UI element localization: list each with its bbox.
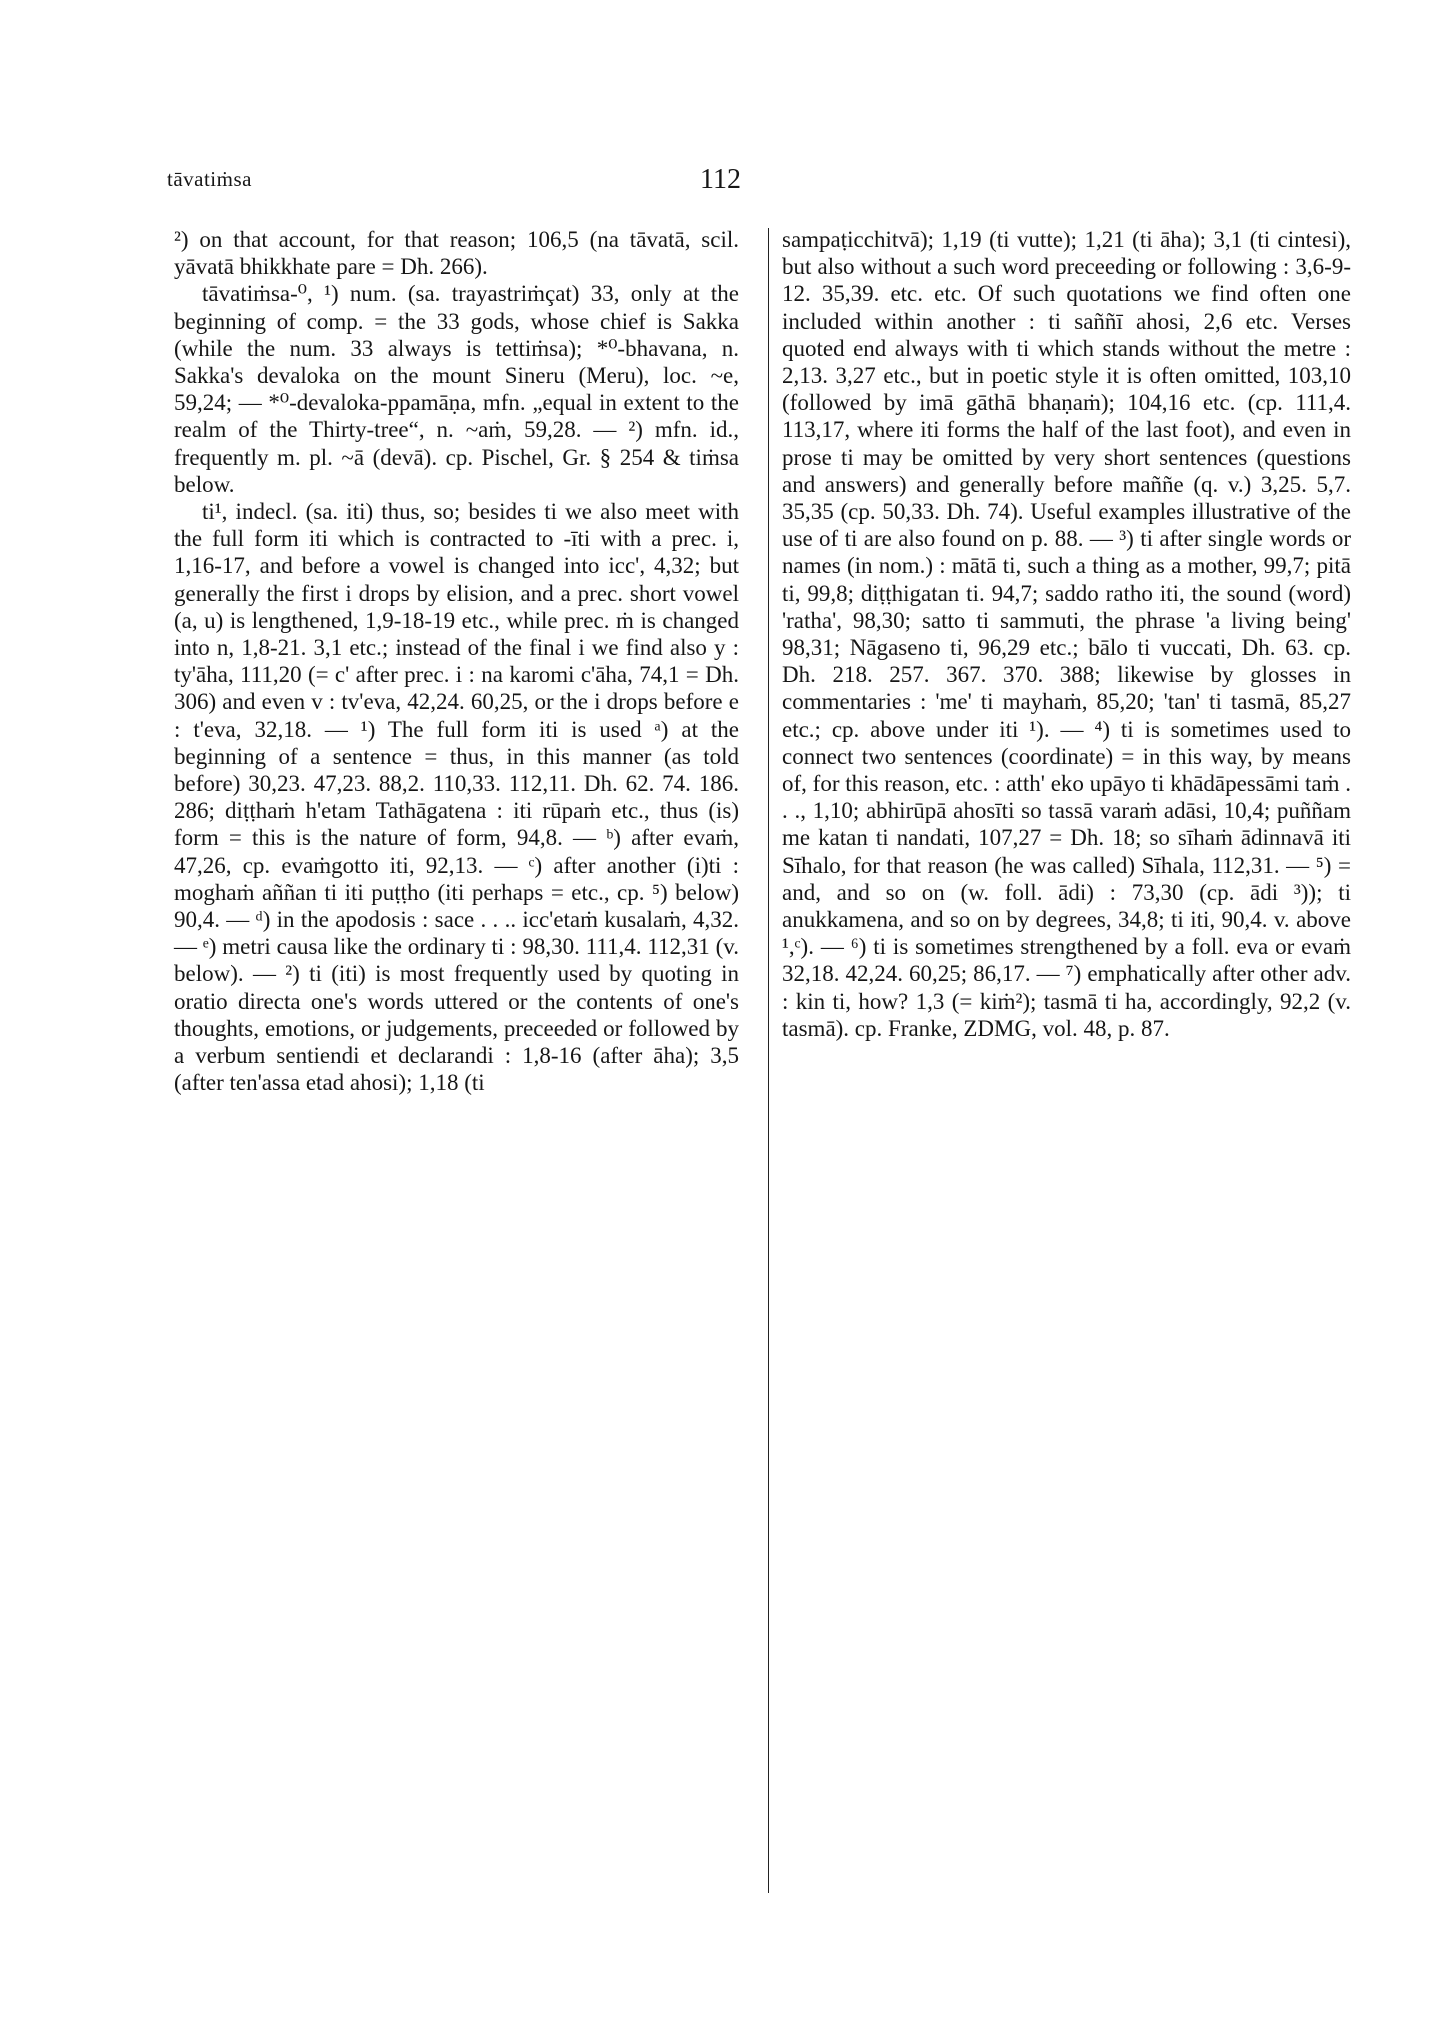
entry-ti: ti¹, indecl. (sa. iti) thus, so; besides ti we also meet with the full form iti which is contracted to -īti with a prec. i, 1,16-17, and before a vowel is changed into icc', 4,32; but generally the first i drops by elision, and a prec. short vowel (a, u) is lengthened, 1,9-18-19 etc., while prec. ṁ is changed into n, 1,8-21. 3,1 etc.; instead of the final i we find also y : ty'āha, 111,20 (= c' after prec. i : na karomi c'āha, 74,1 = Dh. 306) and even v : tv'eva, 42,24. 60,25, or the i drops before e : t'eva, 32,18. — ¹) The full form iti is used ᵃ) at the beginning of a sentence = thus, in this manner (as told before) 30,23. 47,23. 88,2. 110,33. 112,11. Dh. 62. 74. 186. 286; diṭṭhaṁ h'etam Tathāgatena : iti rūpaṁ etc., thus (is) form = this is the nature of form, 94,8. — ᵇ) after evaṁ, 47,26, cp. evaṁgotto iti, 92,13. — ᶜ) after another (i)ti : moghaṁ aññan ti iti puṭṭho (iti perhaps = etc., cp. ⁵) below) 90,4. — ᵈ) in the apodosis : sace . . .. icc'etaṁ kusalaṁ, 4,32. — ᵉ) metri causa like the ordinary ti : 98,30. 111,4. 112,31 (v. below). — ²) ti (iti) is most frequently used by quoting in oratio directa one's words uttered or the contents of one's thoughts, emotions, or judgements, preceeded or followed by a verbum sentiendi et declarandi : 1,8-16 (after āha); 3,5 (after ten'assa etad ahosi); 1,18 (ti [174, 499, 739, 1096]
page-number: 112 [700, 164, 741, 195]
entry-tavatimsa: tāvatiṁsa-⁰, ¹) num. (sa. trayastriṁçat) 33, only at the beginning of comp. = the 33 gods, whose chief is Sakka (while the num. 33 always is tettiṁsa); *⁰-bhavana, n. Sakka's devaloka on the mount Sineru (Meru), loc. ~e, 59,24; — *⁰-devaloka-ppamāṇa, mfn. „equal in extent to the realm of the Thirty-tree“, n. ~aṁ, 59,28. — ²) mfn. id., frequently m. pl. ~ā (devā). cp. Pischel, Gr. § 254 & tiṁsa below. [174, 281, 739, 497]
right-column [782, 226, 1351, 1042]
running-headword: tāvatiṁsa [167, 167, 252, 191]
left-column [174, 226, 739, 1097]
entry-continuation: ²) on that account, for that reason; 106,5 (na tāvatā, scil. yāvatā bhikkhate pare = Dh. 266). [174, 227, 739, 280]
column-rule [768, 228, 769, 1893]
entry-ti-continued: sampaṭicchitvā); 1,19 (ti vutte); 1,21 (ti āha); 3,1 (ti cintesi), but also without a such word preceeding or following : 3,6-9-12. 35,39. etc. etc. Of such quotations we find often one included within another : ti saññī ahosi, 2,6 etc. Verses quoted end always with ti which stands without the metre : 2,13. 3,27 etc., but in poetic style it is often omitted, 103,10 (followed by imā gāthā bhaṇaṁ); 104,16 etc. (cp. 111,4. 113,17, where iti forms the half of the last foot), and even in prose ti may be omitted by very short sentences (questions and answers) and generally before maññe (q. v.) 3,25. 5,7. 35,35 (cp. 50,33. Dh. 74). Useful examples illustrative of the use of ti are also found on p. 88. — ³) ti after single words or names (in nom.) : mātā ti, such a thing as a mother, 99,7; pitā ti, 99,8; diṭṭhigatan ti. 94,7; saddo ratho iti, the sound (word) 'ratha', 98,30; satto ti sammuti, the phrase 'a living being' 98,31; Nāgaseno ti, 96,29 etc.; bālo ti vuccati, Dh. 63. cp. Dh. 218. 257. 367. 370. 388; likewise by glosses in commentaries : 'me' ti mayhaṁ, 85,20; 'tan' ti tasmā, 85,27 etc.; cp. above under iti ¹). — ⁴) ti is sometimes used to connect two sentences (coordinate) = in this way, by means of, for this reason, etc. : atth' eko upāyo ti khādāpessāmi taṁ . . ., 1,10; abhirūpā ahosīti so tassā varaṁ adāsi, 10,4; puññam me katan ti nandati, 107,27 = Dh. 18; so sīhaṁ ādinnavā iti Sīhalo, for that reason (he was called) Sīhala, 112,31. — ⁵) = and, and so on (w. foll. ādi) : 73,30 (cp. ādi ³)); ti anukkamena, and so on by degrees, 34,8; ti iti, 90,4. v. above ¹,ᶜ). — ⁶) ti is sometimes strengthened by a foll. eva or evaṁ 32,18. 42,24. 60,25; 86,17. — ⁷) emphatically after other adv. : kin ti, how? 1,3 (= kiṁ²); tasmā ti ha, accordingly, 92,2 (v. tasmā). cp. Franke, ZDMG, vol. 48, p. 87. [782, 227, 1351, 1041]
